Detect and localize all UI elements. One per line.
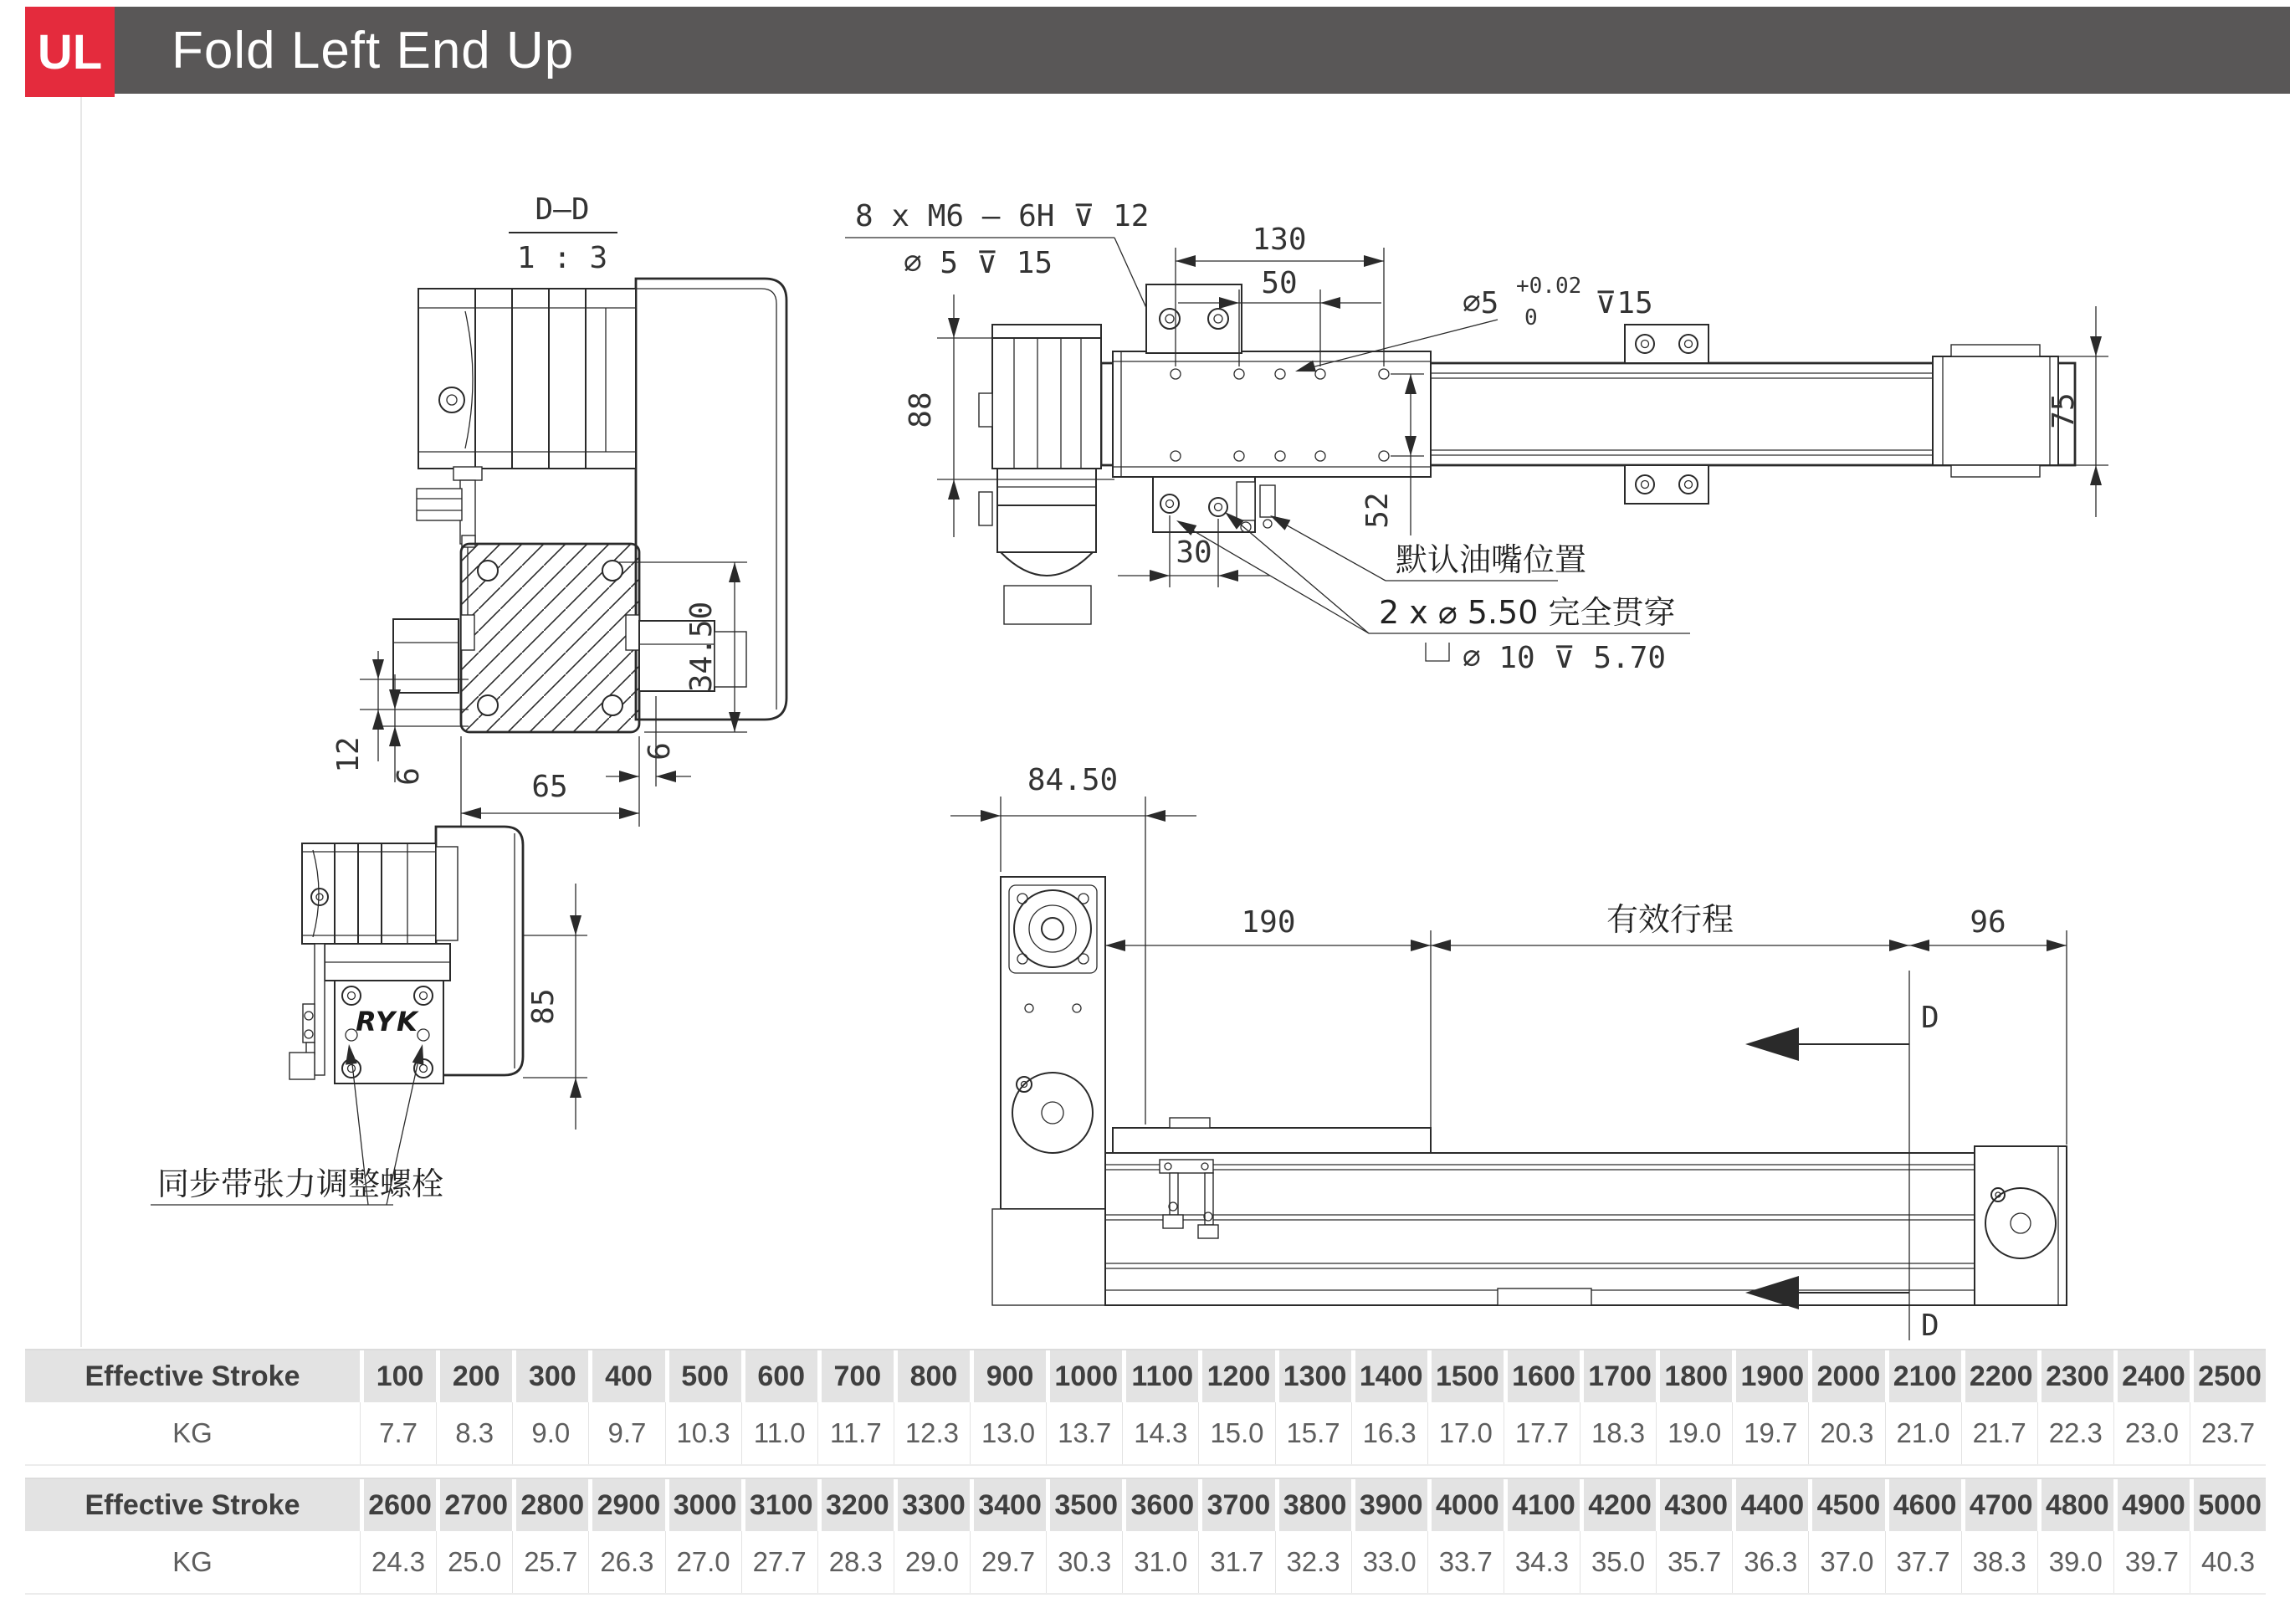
stroke-cell: 900 bbox=[970, 1350, 1046, 1402]
stroke-cell: 700 bbox=[817, 1350, 894, 1402]
stroke-cell: 2000 bbox=[1808, 1350, 1884, 1402]
tol-dia: ⌀5 bbox=[1463, 286, 1499, 320]
kg-cell: 9.0 bbox=[512, 1402, 588, 1464]
stroke-cell: 100 bbox=[360, 1350, 436, 1402]
stroke-cell: 1300 bbox=[1275, 1350, 1351, 1402]
stroke-label: 有效行程 bbox=[1606, 901, 1734, 938]
thread-note-line1: 8 x M6 – 6H ⊽ 12 bbox=[855, 199, 1150, 233]
kg-cell: 27.0 bbox=[665, 1531, 741, 1593]
section-view-dd bbox=[331, 192, 786, 827]
kg-cell: 19.0 bbox=[1656, 1402, 1732, 1464]
stroke-cell: 300 bbox=[512, 1350, 588, 1402]
kg-cell: 24.3 bbox=[360, 1531, 436, 1593]
stroke-cell: 3700 bbox=[1198, 1479, 1274, 1531]
brand-logo: RYK bbox=[356, 1006, 419, 1037]
kg-cell: 32.3 bbox=[1275, 1531, 1351, 1593]
kg-cell: 27.7 bbox=[741, 1531, 817, 1593]
stroke-cell: 2700 bbox=[436, 1479, 512, 1531]
kg-cell: 35.0 bbox=[1580, 1531, 1656, 1593]
kg-cell: 15.0 bbox=[1198, 1402, 1274, 1464]
kg-cell: 28.3 bbox=[817, 1531, 894, 1593]
dim-190: 190 bbox=[1241, 905, 1296, 940]
stroke-cell: 200 bbox=[436, 1350, 512, 1402]
stroke-cell: 400 bbox=[588, 1350, 664, 1402]
stroke-cell: 4800 bbox=[2037, 1479, 2113, 1531]
stroke-cell: 1400 bbox=[1351, 1350, 1427, 1402]
kg-row-1 bbox=[25, 1402, 2266, 1466]
svg-text:同步带张力调整螺栓: 同步带张力调整螺栓 bbox=[157, 1165, 444, 1202]
mount-plate-slider bbox=[1146, 284, 1242, 353]
dim-65 bbox=[461, 736, 639, 827]
svg-text:75: 75 bbox=[2047, 392, 2081, 429]
tol-upper: +0.02 bbox=[1516, 274, 1582, 299]
kg-row-label: KG bbox=[25, 1402, 360, 1464]
kg-cell: 33.7 bbox=[1427, 1531, 1504, 1593]
gearbox-front bbox=[289, 944, 450, 1084]
kg-cell: 14.3 bbox=[1122, 1402, 1198, 1464]
stroke-cell: 4100 bbox=[1504, 1479, 1580, 1531]
stroke-cell: 3200 bbox=[817, 1479, 894, 1531]
svg-text:2 x ⌀ 5.50 完全贯穿: 2 x ⌀ 5.50 完全贯穿 bbox=[1379, 594, 1676, 631]
kg-cell: 10.3 bbox=[665, 1402, 741, 1464]
kg-cell: 18.3 bbox=[1580, 1402, 1656, 1464]
stroke-cell: 500 bbox=[665, 1350, 741, 1402]
side-view bbox=[950, 763, 2067, 1343]
stroke-cell: 3400 bbox=[970, 1479, 1046, 1531]
top-view bbox=[845, 199, 2108, 675]
kg-cell: 23.0 bbox=[2113, 1402, 2190, 1464]
stroke-cell: 5000 bbox=[2190, 1479, 2266, 1531]
kg-row-2 bbox=[25, 1531, 2266, 1595]
kg-cell: 19.7 bbox=[1732, 1402, 1808, 1464]
svg-text:85: 85 bbox=[526, 988, 561, 1025]
stroke-cell: 1100 bbox=[1122, 1350, 1198, 1402]
stroke-cell: 1000 bbox=[1046, 1350, 1122, 1402]
stroke-cell: 4000 bbox=[1427, 1479, 1504, 1531]
kg-cell: 39.7 bbox=[2113, 1531, 2190, 1593]
kg-cell: 13.7 bbox=[1046, 1402, 1122, 1464]
section-arrow-top bbox=[1745, 1027, 1799, 1061]
kg-cell: 25.0 bbox=[436, 1531, 512, 1593]
kg-cell: 11.7 bbox=[817, 1402, 894, 1464]
dim-85 bbox=[523, 884, 587, 1130]
stroke-cell: 1200 bbox=[1198, 1350, 1274, 1402]
kg-cell: 29.0 bbox=[894, 1531, 970, 1593]
svg-text:65: 65 bbox=[531, 770, 568, 804]
stroke-cell: 4600 bbox=[1885, 1479, 1961, 1531]
stroke-cell: 3500 bbox=[1046, 1479, 1122, 1531]
svg-text:30: 30 bbox=[1176, 535, 1212, 570]
stroke-cell: 1800 bbox=[1656, 1350, 1732, 1402]
end-block-side bbox=[1975, 1146, 2067, 1305]
motor-front bbox=[302, 843, 458, 944]
left-foot bbox=[393, 619, 459, 693]
stroke-cell: 2600 bbox=[360, 1479, 436, 1531]
motor-side bbox=[418, 289, 636, 469]
stroke-cell: 1600 bbox=[1504, 1350, 1580, 1402]
stroke-cell: 2400 bbox=[2113, 1350, 2190, 1402]
stroke-cell: 4300 bbox=[1656, 1479, 1732, 1531]
stroke-cell: 1700 bbox=[1580, 1350, 1656, 1402]
motor-top bbox=[979, 325, 1101, 624]
kg-cell: 16.3 bbox=[1351, 1402, 1427, 1464]
front-view bbox=[151, 827, 587, 1205]
kg-cell: 7.7 bbox=[360, 1402, 436, 1464]
stroke-header-label: Effective Stroke bbox=[25, 1350, 360, 1402]
kg-cell: 37.7 bbox=[1885, 1531, 1961, 1593]
stroke-cell: 2300 bbox=[2037, 1350, 2113, 1402]
kg-cell: 39.0 bbox=[2037, 1531, 2113, 1593]
slider-plate bbox=[1113, 351, 1431, 477]
stroke-cell: 4700 bbox=[1961, 1479, 2037, 1531]
section-scale: 1 : 3 bbox=[516, 241, 608, 275]
kg-cell: 31.7 bbox=[1198, 1531, 1274, 1593]
kg-cell: 25.7 bbox=[512, 1531, 588, 1593]
stroke-cell: 3800 bbox=[1275, 1479, 1351, 1531]
slider-side bbox=[1113, 1128, 1431, 1153]
svg-text:6: 6 bbox=[643, 742, 677, 761]
kg-cell: 26.3 bbox=[588, 1531, 664, 1593]
kg-cell: 23.7 bbox=[2190, 1402, 2266, 1464]
stroke-cell: 800 bbox=[894, 1350, 970, 1402]
counterbore-note bbox=[1426, 641, 1666, 675]
section-mark-bottom: D bbox=[1921, 1309, 1939, 1343]
stroke-header-label: Effective Stroke bbox=[25, 1479, 360, 1531]
kg-cell: 33.0 bbox=[1351, 1531, 1427, 1593]
kg-cell: 11.0 bbox=[741, 1402, 817, 1464]
table-row-gap bbox=[25, 1466, 2266, 1478]
svg-text:130: 130 bbox=[1252, 223, 1307, 257]
extrusion-section bbox=[461, 544, 639, 732]
tol-lower: 0 bbox=[1524, 305, 1538, 330]
rail-side bbox=[1105, 1118, 2067, 1305]
stroke-cell: 4400 bbox=[1732, 1479, 1808, 1531]
series-badge: UL bbox=[25, 7, 115, 97]
kg-cell: 13.0 bbox=[970, 1402, 1046, 1464]
kg-cell: 37.0 bbox=[1808, 1531, 1884, 1593]
page-title-text: Fold Left End Up bbox=[172, 21, 575, 79]
section-mark-top: D bbox=[1921, 1001, 1939, 1035]
svg-text:⌀ 10 ⊽ 5.70: ⌀ 10 ⊽ 5.70 bbox=[1463, 641, 1667, 675]
stroke-header-row-2 bbox=[25, 1478, 2266, 1531]
kg-cell: 38.3 bbox=[1961, 1531, 2037, 1593]
stroke-header-row-1 bbox=[25, 1349, 2266, 1402]
svg-text:6: 6 bbox=[392, 767, 426, 786]
svg-text:默认油嘴位置: 默认油嘴位置 bbox=[1396, 541, 1587, 578]
kg-cell: 30.3 bbox=[1046, 1531, 1122, 1593]
kg-cell: 40.3 bbox=[2190, 1531, 2266, 1593]
kg-cell: 21.0 bbox=[1885, 1402, 1961, 1464]
kg-cell: 21.7 bbox=[1961, 1402, 2037, 1464]
stroke-cell: 3100 bbox=[741, 1479, 817, 1531]
stroke-cell: 4200 bbox=[1580, 1479, 1656, 1531]
stroke-cell: 2200 bbox=[1961, 1350, 2037, 1402]
grease-note bbox=[1268, 510, 1586, 581]
stroke-cell: 1900 bbox=[1732, 1350, 1808, 1402]
stroke-cell: 3300 bbox=[894, 1479, 970, 1531]
svg-text:34.50: 34.50 bbox=[684, 601, 719, 693]
stroke-cell: 4900 bbox=[2113, 1479, 2190, 1531]
stroke-cell: 1500 bbox=[1427, 1350, 1504, 1402]
kg-cell: 35.7 bbox=[1656, 1531, 1732, 1593]
mount-plates-rail bbox=[1625, 325, 1709, 504]
payload-table bbox=[25, 1349, 2266, 1595]
stroke-cell: 2900 bbox=[588, 1479, 664, 1531]
kg-cell: 17.7 bbox=[1504, 1402, 1580, 1464]
section-title: D–D bbox=[535, 192, 590, 227]
tol-depth: ⊽15 bbox=[1595, 286, 1653, 320]
kg-cell: 12.3 bbox=[894, 1402, 970, 1464]
kg-row-label: KG bbox=[25, 1531, 360, 1593]
stroke-cell: 2100 bbox=[1885, 1350, 1961, 1402]
kg-cell: 8.3 bbox=[436, 1402, 512, 1464]
svg-text:88: 88 bbox=[904, 392, 938, 428]
stroke-cell: 2800 bbox=[512, 1479, 588, 1531]
svg-text:12: 12 bbox=[331, 736, 366, 773]
kg-cell: 31.0 bbox=[1122, 1531, 1198, 1593]
grease-bracket bbox=[1153, 477, 1275, 532]
kg-cell: 36.3 bbox=[1732, 1531, 1808, 1593]
kg-cell: 34.3 bbox=[1504, 1531, 1580, 1593]
stroke-cell: 3900 bbox=[1351, 1479, 1427, 1531]
svg-text:52: 52 bbox=[1360, 492, 1395, 529]
stroke-cell: 3000 bbox=[665, 1479, 741, 1531]
kg-cell: 15.7 bbox=[1275, 1402, 1351, 1464]
dim-96: 96 bbox=[1970, 905, 2006, 940]
kg-cell: 29.7 bbox=[970, 1531, 1046, 1593]
svg-text:84.50: 84.50 bbox=[1027, 763, 1119, 797]
stroke-cell: 2500 bbox=[2190, 1350, 2266, 1402]
kg-cell: 17.0 bbox=[1427, 1402, 1504, 1464]
kg-cell: 9.7 bbox=[588, 1402, 664, 1464]
stroke-cell: 3600 bbox=[1122, 1479, 1198, 1531]
kg-cell: 20.3 bbox=[1808, 1402, 1884, 1464]
svg-text:50: 50 bbox=[1261, 266, 1298, 300]
stroke-cell: 4500 bbox=[1808, 1479, 1884, 1531]
end-block-top bbox=[1933, 345, 2058, 477]
kg-cell: 22.3 bbox=[2037, 1402, 2113, 1464]
counterbore-icon bbox=[1426, 643, 1449, 661]
stroke-cell: 600 bbox=[741, 1350, 817, 1402]
thread-note-line2: ⌀ 5 ⊽ 15 bbox=[904, 246, 1053, 280]
motor-face bbox=[992, 877, 1105, 1305]
